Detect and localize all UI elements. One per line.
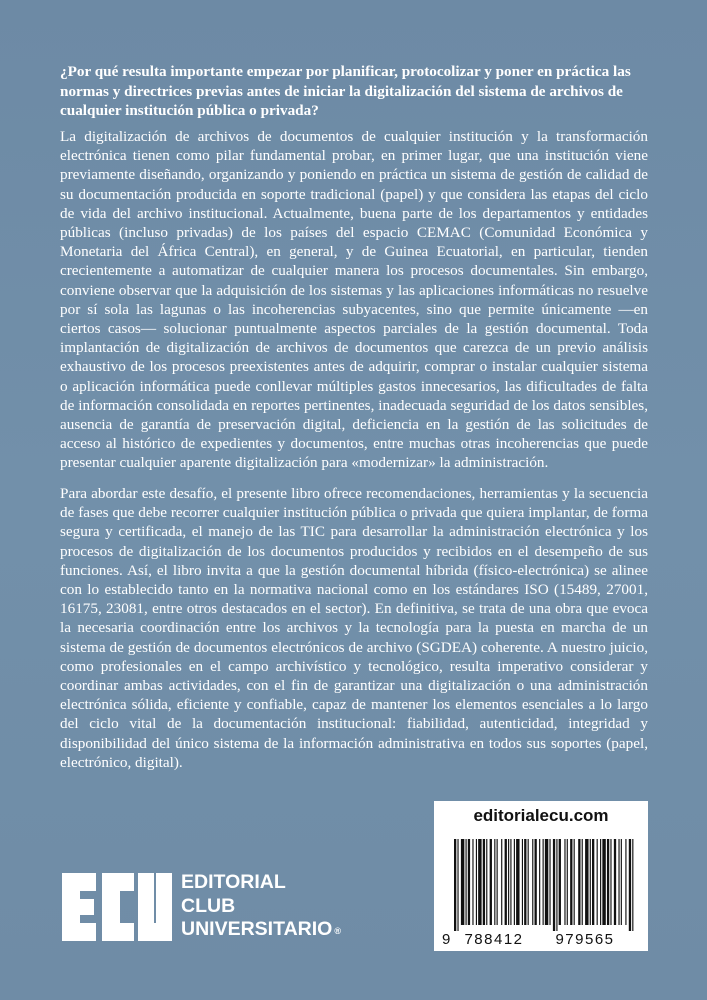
barcode-bar (478, 839, 481, 925)
barcode-bar (468, 839, 470, 925)
barcode-bar (585, 839, 588, 925)
barcode-bar (505, 839, 507, 925)
barcode-bar (559, 839, 561, 925)
barcode-bar (590, 839, 591, 925)
barcode-bar (574, 839, 575, 925)
isbn-barcode (434, 831, 648, 951)
barcode-bar (522, 839, 523, 925)
barcode-bar (528, 839, 529, 925)
barcode-digits-left: 788412 (464, 931, 524, 948)
barcode-bar (466, 839, 467, 925)
barcode-bar (461, 839, 464, 925)
cover-question: ¿Por qué resulta importante empezar por planificar, protocolizar y poner en práctica las normas y directrices previas antes de iniciar la digitalización del sistema de archivos de cualquier institución pública o privada? (60, 63, 631, 119)
barcode-bar (592, 839, 594, 925)
barcode-bar (600, 839, 601, 925)
barcode-bar (494, 839, 495, 925)
logo-wordmark (181, 871, 341, 944)
barcode-bar (570, 839, 572, 925)
barcode-bars (454, 839, 633, 931)
barcode-digits-right: 979565 (555, 931, 615, 948)
barcode-bar (567, 839, 568, 925)
barcode-bar (514, 839, 515, 925)
barcode-bar (610, 839, 611, 925)
barcode-bar (472, 839, 473, 925)
barcode-bar (597, 839, 598, 925)
barcode-bar (490, 839, 492, 925)
barcode-graphic (434, 831, 648, 951)
logo-line-universitario: UNIVERSITARIO (181, 918, 333, 940)
barcode-bar (618, 839, 619, 925)
barcode-bar (483, 839, 485, 925)
barcode-bar (476, 839, 477, 925)
barcode-bar (497, 839, 498, 925)
barcode-bar (508, 839, 509, 925)
barcode-bar (614, 839, 616, 925)
barcode-bar (535, 839, 537, 925)
barcode-bar (602, 839, 605, 925)
barcode-bar (553, 839, 555, 931)
synopsis-paragraph-2: Para abordar este desafío, el presente libro ofrece recomendaciones, herramientas y la secuencia de fases que debe recorrer cualquier institución pública o privada que quiera implantar, de forma segura y certificada, el manejo de las TIC para desarrollar la administración electrónica y los procesos de digitalización de los documentos producidos y recibidos en el desempeño de sus funciones. Así, el libro invita a que la gestión documental híbrida (físico-electrónica) se alinee con lo establecido tanto en la normativa nacional como en los estándares ISO (15489, 27001, 16175, 23081, entre otros destacados en el sector). En definitiva, se trata de una obra que evoca la necesaria coordinación entre los archivos y la tecnología para la puesta en marcha de un sistema de gestión de documentos electrónicos de archivo (SGDEA) coherente. A nuestro juicio, como profesionales en el campo archivístico y tecnológico, resulta imperativo considerar y coordinar ambas actividades, con el fin de garantizar una digitalización o una administración electrónica sólida, eficiente y confiable, capaz de mantener los elementos esenciales a lo largo del ciclo vital de la documentación institucional: fiabilidad, autenticidad, integridad y disponibilidad del único sistema de la información administrativa en todos sus soportes (papel, electrónico, digital). (60, 485, 648, 771)
logo-line-editorial: EDITORIAL (181, 871, 286, 893)
barcode-bar (625, 839, 626, 925)
barcode-bar (486, 839, 487, 925)
barcode-bar (607, 839, 609, 925)
synopsis-paragraph-1: La digitalización de archivos de documentos de cualquier institución y la transformación electrónica tienen como pilar fundamental probar, en primer lugar, que una institución viene previamente diseñando, organizando y poniendo en práctica un sistema de gestión de calidad de su documentación producida en soporte tradicional (papel) y que considera las etapas del ciclo de vida del archivo institucional. Actualmente, buena parte de los departamentos y entidades públicas (incluso privadas) de los países del espacio CEMAC (Comunidad Económica y Monetaria del África Central), en general, y de Guinea Ecuatorial, en particular, tienden crecientemente a automatizar de cualquier manera los procesos documentales. Sin embargo, conviene observar que la adquisición de los sistemas y las aplicaciones informáticas no resuelve por sí sola las lagunas o las incoherencias subyacentes, sino que permite únicamente —en ciertos casos— solucionar puntualmente aspectos parciales de la gestión documental. Toda implantación de digitalización de archivos de documentos que carezca de un previo análisis exhaustivo de los procesos preexistentes antes de adquirir, comprar o instalar cualquier sistema o aplicación informática puede conllevar múltiples gastos innecesarios, las dificultades de falta de información consolidada en reportes pertinentes, inadecuada seguridad de los datos sensibles, ausencia de garantía de preservación digital, deficiencia en la gestión de las solicitudes de acceso al histórico de expedientes y documentos, entre muchas otras incoherencias que puede presentar cualquier aparente digitalización para «modernizar» la administración. (60, 128, 648, 472)
barcode-bar (582, 839, 583, 925)
barcode-bar (564, 839, 565, 925)
registered-mark: ® (334, 926, 341, 936)
barcode-bar (549, 839, 550, 925)
barcode-bar (556, 839, 557, 931)
publisher-website: editorialecu.com (434, 801, 648, 831)
barcode-bar (543, 839, 544, 925)
barcode-bar (545, 839, 548, 925)
barcode-bar (578, 839, 580, 925)
publisher-logo (60, 871, 360, 943)
barcode-bar (454, 839, 456, 931)
ecu-logo-mark (60, 871, 172, 943)
barcode-bar (510, 839, 511, 925)
barcode-bar (524, 839, 526, 925)
barcode-bar (621, 839, 622, 925)
barcode-bar (632, 839, 633, 931)
barcode-bar (539, 839, 540, 925)
logo-line-club: CLUB (181, 894, 236, 917)
barcode-bar (501, 839, 502, 925)
barcode-bar (516, 839, 519, 925)
barcode-bar (629, 839, 631, 931)
barcode-bar (457, 839, 458, 931)
barcode-digit-first: 9 (442, 931, 451, 948)
barcode-bar (532, 839, 533, 925)
